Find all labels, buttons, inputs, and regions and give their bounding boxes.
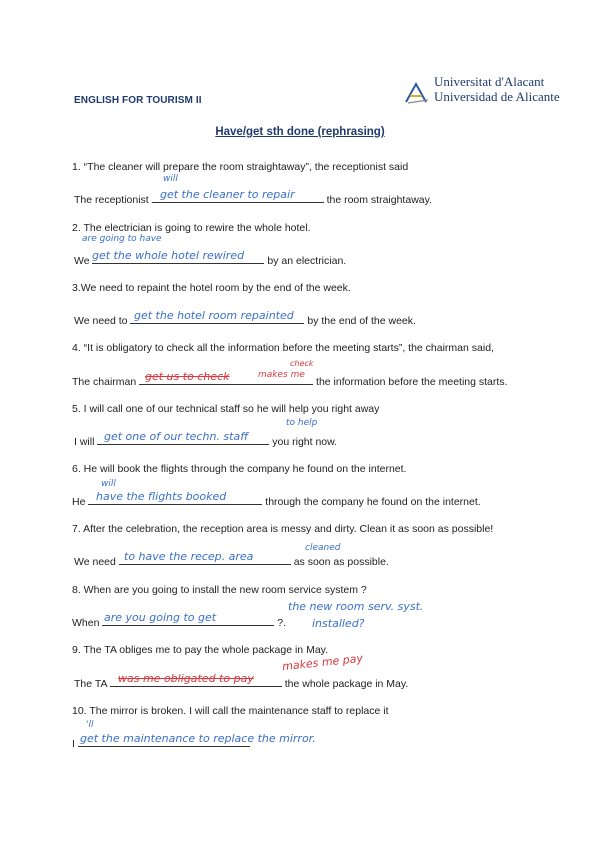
question-8: 8. When are you going to install the new room service system ? xyxy=(72,584,367,596)
answer-pre: The receptionist xyxy=(74,194,149,206)
handwritten-correction: makes me xyxy=(258,370,305,380)
question-9: 9. The TA obliges me to pay the whole package in May. xyxy=(72,644,329,656)
answer-post: ?. xyxy=(277,617,287,629)
answer-pre: We need to xyxy=(74,315,128,327)
logo-line-1: Universitat d'Alacant xyxy=(434,74,545,89)
handwritten-insert: are going to have xyxy=(82,234,162,244)
answer-pre: We xyxy=(74,255,90,267)
question-1: 1. “The cleaner will prepare the room straightaway”, the receptionist said xyxy=(72,161,409,173)
answer-post: through the company he found on the internet. xyxy=(265,496,481,508)
handwritten-answer: have the flights booked xyxy=(96,490,227,503)
answer-post: by the end of the week. xyxy=(307,315,416,327)
handwritten-answer: are you going to get xyxy=(104,611,217,624)
answer-pre: He xyxy=(72,496,86,508)
handwritten-insert: cleaned xyxy=(305,543,341,553)
answer-pre: I will xyxy=(74,436,95,448)
handwritten-answer: to have the recep. area xyxy=(124,550,254,563)
handwritten-answer: get one of our techn. staff xyxy=(104,430,249,443)
question-7: 7. After the celebration, the reception area is messy and dirty. Clean it as soon as possible! xyxy=(72,523,494,535)
logo-text xyxy=(434,74,560,104)
handwritten-answer-struck: get us to check xyxy=(145,370,230,383)
answer-post: the room straightaway. xyxy=(326,194,432,206)
handwritten-insert: check xyxy=(290,359,314,368)
question-5: 5. I will call one of our technical staff so he will help you right away xyxy=(72,403,380,415)
handwritten-continuation-2: installed? xyxy=(312,617,365,630)
answer-pre: The TA xyxy=(74,678,107,690)
question-6: 6. He will book the flights through the company he found on the internet. xyxy=(72,463,407,475)
handwritten-insert: will xyxy=(101,479,116,489)
answer-post: you right now. xyxy=(272,436,338,448)
page-title: Have/get sth done (rephrasing) xyxy=(215,126,385,138)
answer-post: as soon as possible. xyxy=(293,556,389,568)
handwritten-insert: will xyxy=(163,174,178,184)
question-3: 3.We need to repaint the hotel room by the end of the week. xyxy=(72,282,351,294)
handwritten-answer: get the maintenance to replace the mirror. xyxy=(80,732,316,745)
handwritten-continuation: the new room serv. syst. xyxy=(288,600,424,613)
handwritten-answer: get the whole hotel rewired xyxy=(92,249,245,262)
answer-pre: The chairman xyxy=(72,376,137,388)
question-10: 10. The mirror is broken. I will call the maintenance staff to replace it xyxy=(72,705,389,717)
handwritten-answer: get the hotel room repainted xyxy=(134,309,294,322)
handwritten-insert: 'll xyxy=(86,720,94,730)
answer-pre: We need xyxy=(74,556,116,568)
question-2: 2. The electrician is going to rewire the whole hotel. xyxy=(72,222,311,234)
answer-post: the information before the meeting starts. xyxy=(316,376,508,388)
question-4: 4. “It is obligatory to check all the information before the meeting starts”, the chairman said, xyxy=(72,342,494,354)
course-title: ENGLISH FOR TOURISM II xyxy=(74,95,202,106)
answer-post: the whole package in May. xyxy=(284,678,409,690)
handwritten-answer: get the cleaner to repair xyxy=(160,188,295,201)
handwritten-correction: makes me pay xyxy=(281,651,364,674)
answer-post: by an electrician. xyxy=(267,255,347,267)
answer-pre: I xyxy=(72,738,75,750)
logo-line-2: Universidad de Alicante xyxy=(434,89,560,104)
handwritten-insert: to help xyxy=(286,418,318,428)
handwritten-answer-struck: was me obligated to pay xyxy=(118,672,254,685)
answer-pre: When xyxy=(72,617,100,629)
